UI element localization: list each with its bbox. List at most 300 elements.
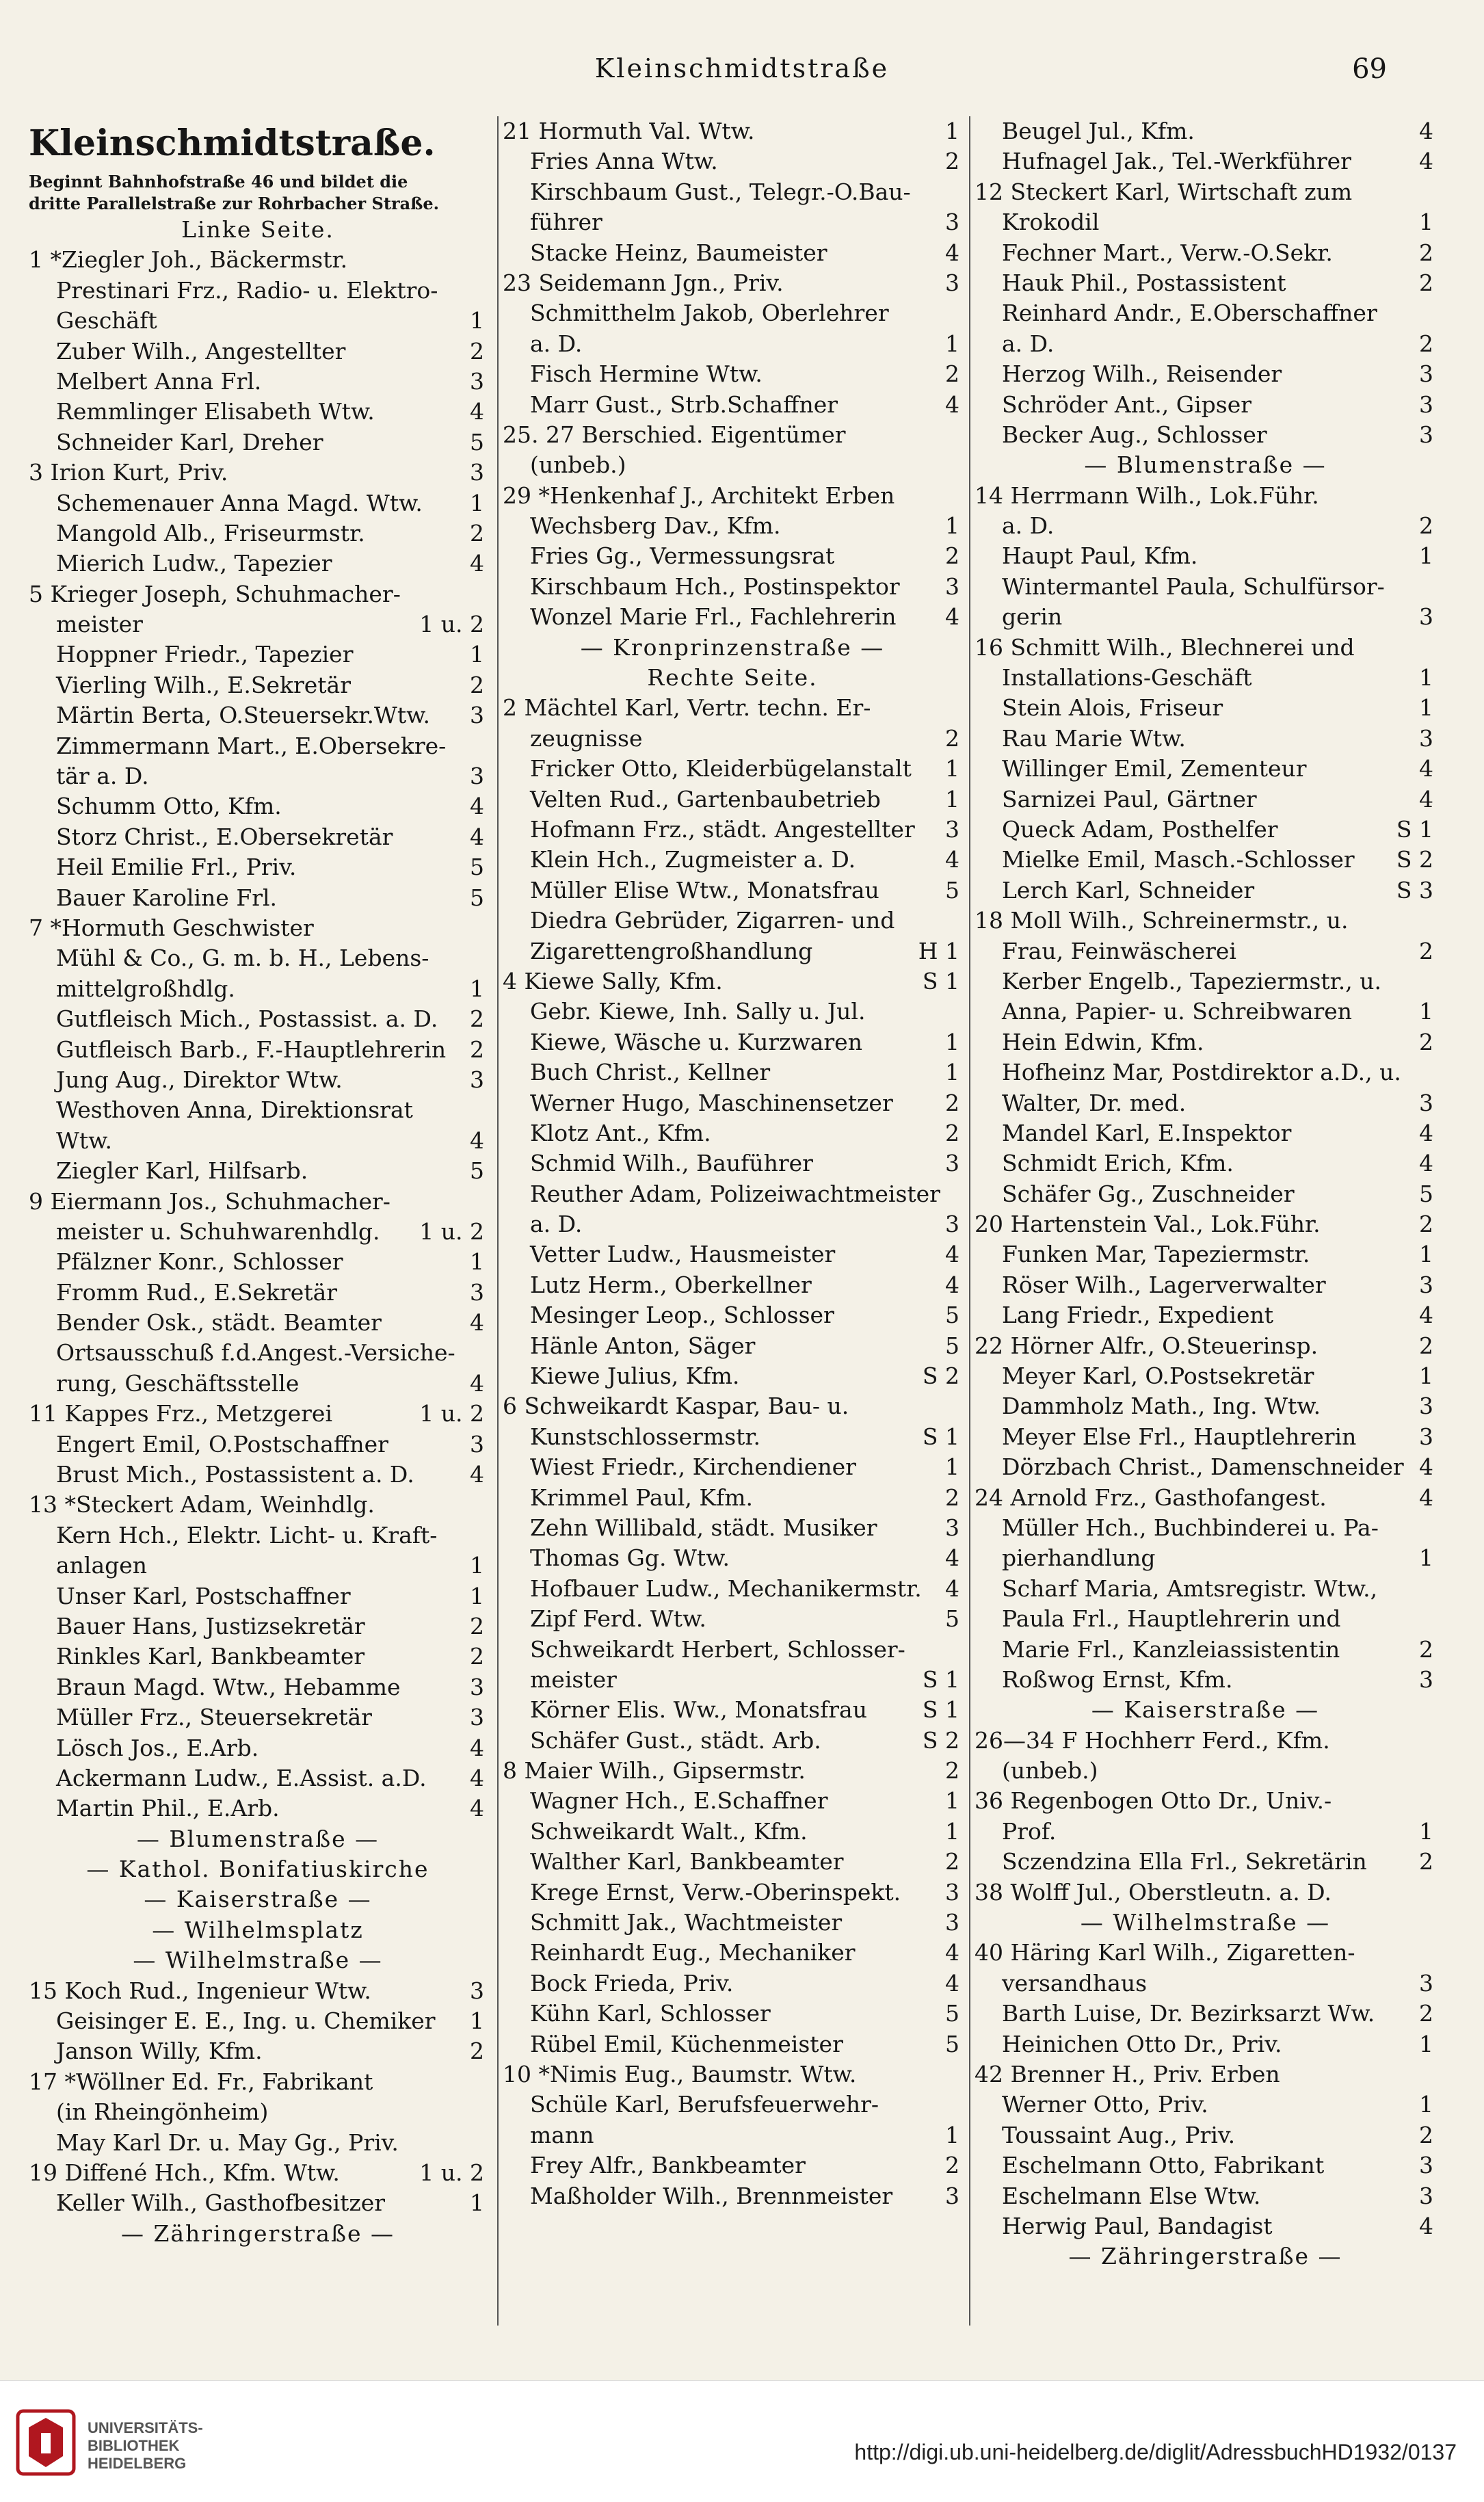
entry-text: Buch Christ., Kellner — [530, 1059, 771, 1086]
entry-line — [975, 390, 1436, 420]
entry-line — [29, 1095, 487, 1125]
entry-line — [29, 215, 487, 245]
entry-text: 17 *Wöllner Ed. Fr., Fabrikant — [29, 2068, 373, 2095]
floor-number: 1 — [945, 1453, 959, 1481]
entry-line — [503, 875, 962, 906]
entry-text: Krokodil — [1002, 209, 1100, 236]
floor-number: 2 — [470, 671, 484, 698]
entry-line — [503, 1695, 962, 1725]
entry-text: Marie Frl., Kanzleiassistentin — [1002, 1635, 1340, 1663]
entry-line — [29, 1915, 487, 1945]
entry-line — [503, 1604, 962, 1634]
entry-text: Wiest Friedr., Kirchendiener — [530, 1453, 856, 1481]
entry-text: Sarnizei Paul, Gärtner — [1002, 785, 1257, 813]
entry-text: Janson Willy, Kfm. — [56, 2038, 263, 2065]
floor-number: 5 — [945, 876, 959, 904]
entry-text: Wagner Hch., E.Schaffner — [530, 1787, 828, 1815]
entry-text: Vierling Wilh., E.Sekretär — [56, 671, 351, 698]
column-2 — [497, 116, 962, 2326]
entry-line — [975, 1331, 1436, 1361]
entry-line — [975, 1574, 1436, 1604]
entry-text: tär a. D. — [56, 763, 149, 790]
column-1 — [29, 116, 487, 2326]
floor-number: 3 — [1419, 1393, 1433, 1420]
entry-line — [975, 663, 1436, 693]
floor-number: 1 — [1419, 209, 1433, 236]
entry-line — [29, 2097, 487, 2127]
entry-text: Mielke Emil, Masch.-Schlosser — [1002, 846, 1355, 873]
entry-line — [29, 337, 487, 367]
entry-text: Klotz Ant., Kfm. — [530, 1119, 711, 1146]
floor-number: 1 — [1419, 2030, 1433, 2057]
floor-number: 3 — [470, 1066, 484, 1093]
entry-line — [975, 450, 1436, 480]
entry-text: Krimmel Paul, Kfm. — [530, 1484, 753, 1511]
entry-line — [29, 171, 487, 193]
entry-line — [29, 791, 487, 821]
entry-text: Ortsausschuß f.d.Angest.-Versiche- — [56, 1339, 455, 1367]
entry-line — [29, 193, 487, 215]
entry-line — [975, 116, 1436, 146]
floor-number: 3 — [470, 367, 484, 395]
entry-text: Martin Phil., E.Arb. — [56, 1795, 280, 1822]
floor-number: 3 — [945, 1514, 959, 1541]
floor-number: 3 — [470, 1704, 484, 1731]
entry-text: Rinkles Karl, Bankbeamter — [56, 1643, 365, 1670]
entry-text: gerin — [1002, 603, 1063, 631]
entry-line — [29, 1824, 487, 1854]
entry-text: Gebr. Kiewe, Inh. Sally u. Jul. — [530, 998, 866, 1025]
floor-number: 3 — [470, 702, 484, 729]
entry-text: Hein Edwin, Kfm. — [1002, 1028, 1204, 1055]
floor-number: 1 — [945, 1817, 959, 1845]
entry-line — [975, 329, 1436, 359]
floor-number: 4 — [1419, 118, 1433, 144]
entry-text: 12 Steckert Karl, Wirtschaft zum — [975, 178, 1353, 205]
entry-text: Westhoven Anna, Direktionsrat — [56, 1096, 413, 1124]
floor-number: 4 — [945, 1939, 959, 1966]
entry-text: Meyer Karl, O.Postsekretär — [1002, 1362, 1314, 1390]
entry-text: 15 Koch Rud., Ingenieur Wtw. — [29, 1977, 371, 2004]
floor-number: 3 — [1419, 1089, 1433, 1116]
floor-number: 2 — [1419, 1848, 1433, 1875]
entry-text: — Kronprinzenstraße — — [580, 633, 885, 661]
entry-text: Eschelmann Else Wtw. — [1002, 2182, 1261, 2209]
entry-line — [503, 1452, 962, 1482]
entry-text: Wonzel Marie Frl., Fachlehrerin — [530, 603, 897, 631]
entry-line — [503, 693, 962, 723]
entry-text: Kern Hch., Elektr. Licht- u. Kraft- — [56, 1521, 438, 1549]
entry-text: Mangold Alb., Friseurmstr. — [56, 519, 365, 547]
floor-number: 1 — [1419, 998, 1433, 1025]
entry-line — [975, 1088, 1436, 1118]
entry-line — [975, 1878, 1436, 1908]
entry-line — [503, 450, 962, 480]
entry-text: Stein Alois, Friseur — [1002, 694, 1223, 722]
entry-text: 6 Schweikardt Kaspar, Bau- u. — [503, 1393, 849, 1420]
floor-number: 5 — [945, 1605, 959, 1633]
entry-text: zeugnisse — [530, 724, 643, 752]
entry-line — [975, 2059, 1436, 2090]
entry-text: Paula Frl., Hauptlehrerin und — [1002, 1605, 1341, 1633]
entry-line — [503, 936, 962, 966]
entry-text: Müller Elise Wtw., Monatsfrau — [530, 876, 879, 904]
floor-number: 3 — [945, 269, 959, 296]
entry-line — [29, 2158, 487, 2188]
floor-number: S 2 — [922, 1726, 959, 1754]
floor-number: 2 — [945, 1484, 959, 1511]
entry-line — [503, 845, 962, 875]
entry-line — [975, 2241, 1436, 2271]
entry-text: Schröder Ant., Gipser — [1002, 391, 1251, 418]
entry-line — [29, 1247, 487, 1277]
entry-text: Kühn Karl, Schlosser — [530, 2000, 771, 2027]
entry-text: — Wilhelmstraße — — [1080, 1909, 1331, 1936]
entry-text: 7 *Hormuth Geschwister — [29, 914, 314, 941]
floor-number: 2 — [945, 2152, 959, 2179]
entry-line — [975, 298, 1436, 328]
source-link[interactable]: http://digi.ub.uni-heidelberg.de/diglit/AdressbuchHD1932/0137 — [854, 2440, 1457, 2464]
entry-line — [503, 997, 962, 1027]
floor-number: 2 — [1419, 2121, 1433, 2148]
floor-number: 1 — [470, 2007, 484, 2035]
entry-text: 1 *Ziegler Joh., Bäckermstr. — [29, 246, 348, 274]
floor-number: 4 — [470, 1764, 484, 1791]
floor-number: 3 — [1419, 2182, 1433, 2209]
entry-line — [975, 1756, 1436, 1786]
entry-text: Bender Osk., städt. Beamter — [56, 1309, 382, 1336]
entry-text: 8 Maier Wilh., Gipsermstr. — [503, 1757, 806, 1785]
entry-line — [503, 815, 962, 845]
entry-line — [503, 238, 962, 268]
entry-line — [29, 731, 487, 761]
floor-number: 1 — [470, 1582, 484, 1609]
entry-line — [29, 974, 487, 1004]
entry-text: 5 Krieger Joseph, Schuhmacher- — [29, 580, 401, 607]
entry-text: Kirschbaum Gust., Telegr.-O.Bau- — [530, 178, 911, 205]
entry-text: 13 *Steckert Adam, Weinhdlg. — [29, 1491, 375, 1518]
entry-text: Prestinari Frz., Radio- u. Elektro- — [56, 276, 438, 304]
entry-line — [503, 633, 962, 663]
entry-line — [503, 2029, 962, 2059]
floor-number: 1 — [945, 1028, 959, 1055]
entry-line — [503, 1786, 962, 1816]
entry-text: a. D. — [530, 330, 583, 357]
entry-text: Willinger Emil, Zementeur — [1002, 755, 1307, 782]
floor-number: 2 — [1419, 2000, 1433, 2027]
floor-number: 4 — [470, 398, 484, 425]
floor-number: 5 — [945, 2000, 959, 2027]
entry-line — [975, 2211, 1436, 2241]
entry-line — [975, 815, 1436, 845]
floor-number: 1 u. 2 — [419, 1400, 484, 1427]
entry-line — [975, 1543, 1436, 1573]
entry-line — [29, 1672, 487, 1702]
entry-text: Hofmann Frz., städt. Angestellter — [530, 815, 915, 843]
floor-number: 3 — [1419, 421, 1433, 448]
entry-text: Dörzbach Christ., Damenschneider — [1002, 1453, 1404, 1481]
entry-text: Zigarettengroßhandlung — [530, 937, 813, 964]
floor-number: 5 — [470, 428, 484, 456]
entry-text: Bock Frieda, Priv. — [530, 1969, 734, 1997]
floor-number: 1 — [470, 1552, 484, 1579]
floor-number: 4 — [1419, 148, 1433, 175]
entry-line — [975, 966, 1436, 997]
entry-text: Prof. — [1002, 1817, 1057, 1845]
entry-line — [29, 883, 487, 913]
entry-line — [503, 1270, 962, 1300]
entry-text: Toussaint Aug., Priv. — [1002, 2121, 1236, 2148]
entry-text: (unbeb.) — [530, 451, 626, 479]
entry-text: Unser Karl, Postschaffner — [56, 1582, 351, 1609]
floor-number: 4 — [945, 1241, 959, 1268]
entry-text: 26—34 F Hochherr Ferd., Kfm. — [975, 1726, 1330, 1754]
page-number: 69 — [1352, 53, 1387, 85]
entry-text: Lang Friedr., Expedient — [1002, 1302, 1274, 1329]
entry-text: — Wilhelmstraße — — [133, 1947, 383, 1974]
floor-number: 4 — [470, 793, 484, 820]
entry-text: 36 Regenbogen Otto Dr., Univ.- — [975, 1787, 1332, 1815]
entry-text: Rechte Seite. — [647, 664, 818, 692]
floor-number: 4 — [945, 1575, 959, 1602]
entry-text: meister u. Schuhwarenhdlg. — [56, 1217, 380, 1245]
entry-line — [29, 1733, 487, 1763]
entry-line — [29, 1369, 487, 1399]
entry-line — [29, 116, 487, 171]
floor-number: 2 — [1419, 330, 1433, 357]
entry-line — [975, 2181, 1436, 2211]
entry-text: Frey Alfr., Bankbeamter — [530, 2152, 806, 2179]
entry-line — [503, 2120, 962, 2150]
entry-text: Geschäft — [56, 307, 157, 334]
entry-text: 4 Kiewe Sally, Kfm. — [503, 967, 723, 995]
floor-number: 3 — [470, 1977, 484, 2004]
floor-number: 1 — [1419, 542, 1433, 570]
entry-line — [29, 1611, 487, 1642]
entry-line — [975, 2029, 1436, 2059]
entry-line — [29, 700, 487, 730]
floor-number: 1 u. 2 — [419, 611, 484, 638]
floor-number: 3 — [470, 1430, 484, 1458]
entry-line — [503, 1574, 962, 1604]
floor-number: 5 — [470, 884, 484, 911]
floor-number: 3 — [945, 1909, 959, 1936]
entry-text: — Blumenstraße — — [136, 1825, 380, 1852]
entry-text: 23 Seidemann Jgn., Priv. — [503, 269, 784, 296]
entry-text: (unbeb.) — [1002, 1757, 1098, 1785]
entry-text: a. D. — [1002, 512, 1055, 540]
entry-line — [975, 1908, 1436, 1938]
entry-text: 21 Hormuth Val. Wtw. — [503, 118, 755, 144]
entry-text: — Kathol. Bonifatiuskirche — [86, 1856, 429, 1883]
entry-line — [975, 1270, 1436, 1300]
floor-number: 4 — [945, 239, 959, 266]
entry-text: Röser Wilh., Lagerverwalter — [1002, 1271, 1326, 1298]
entry-line — [503, 1300, 962, 1330]
floor-number: S 2 — [1396, 846, 1433, 873]
entry-text: Roßwog Ernst, Kfm. — [1002, 1665, 1233, 1693]
entry-text: 25. 27 Berschied. Eigentümer — [503, 421, 846, 448]
floor-number: H 1 — [918, 937, 959, 964]
floor-number: 1 — [1419, 1362, 1433, 1390]
entry-text: Brust Mich., Postassistent a. D. — [56, 1461, 414, 1488]
floor-number: 2 — [945, 360, 959, 388]
floor-number: 4 — [1419, 755, 1433, 782]
floor-number: 3 — [1419, 391, 1433, 418]
entry-line — [975, 1817, 1436, 1847]
entry-line — [29, 1854, 487, 1884]
entry-text: Kleinschmidtstraße. — [29, 122, 436, 164]
entry-line — [975, 1057, 1436, 1088]
entry-line — [975, 1938, 1436, 1968]
entry-line — [503, 1483, 962, 1513]
entry-text: Kunstschlossermstr. — [530, 1423, 761, 1450]
entry-line — [29, 1793, 487, 1823]
floor-number: 4 — [470, 1461, 484, 1488]
entry-line — [29, 427, 487, 458]
floor-number: 4 — [470, 1734, 484, 1761]
library-name: UNIVERSITÄTS- BIBLIOTHEK HEIDELBERG — [88, 2419, 203, 2472]
entry-line — [29, 943, 487, 973]
entry-line — [29, 852, 487, 882]
entry-text: Rübel Emil, Küchenmeister — [530, 2030, 843, 2057]
entry-line — [975, 1148, 1436, 1178]
entry-text: Dammholz Math., Ing. Wtw. — [1002, 1393, 1321, 1420]
entry-text: Hoppner Friedr., Tapezier — [56, 641, 354, 668]
entry-text: Kiewe, Wäsche u. Kurzwaren — [530, 1028, 862, 1055]
entry-text: mittelgroßhdlg. — [56, 975, 235, 1002]
entry-line — [975, 268, 1436, 298]
entry-text: 38 Wolff Jul., Oberstleutn. a. D. — [975, 1878, 1331, 1906]
floor-number: 1 — [470, 641, 484, 668]
entry-line — [503, 1665, 962, 1695]
entry-line — [29, 1004, 487, 1034]
entry-text: Krege Ernst, Verw.-Oberinspekt. — [530, 1878, 901, 1906]
floor-number: 2 — [945, 542, 959, 570]
entry-line — [975, 1118, 1436, 1148]
entry-line — [29, 640, 487, 670]
floor-number: 3 — [945, 815, 959, 843]
entry-line — [975, 1422, 1436, 1452]
floor-number: 3 — [470, 1673, 484, 1700]
entry-text: Zuber Wilh., Angestellter — [56, 337, 346, 365]
running-head: Kleinschmidtstraße — [594, 53, 890, 83]
column-3 — [969, 116, 1436, 2326]
entry-text: a. D. — [1002, 330, 1055, 357]
entry-line — [975, 724, 1436, 754]
floor-number: 4 — [1419, 1302, 1433, 1329]
floor-number: 4 — [945, 603, 959, 631]
entry-text: Mandel Karl, E.Inspektor — [1002, 1119, 1292, 1146]
floor-number: S 1 — [922, 967, 959, 995]
entry-text: 18 Moll Wilh., Schreinermstr., u. — [975, 907, 1349, 934]
entry-line — [29, 1126, 487, 1156]
floor-number: 4 — [945, 1969, 959, 1997]
entry-line — [503, 1847, 962, 1877]
entry-line — [503, 1118, 962, 1148]
floor-number: 1 — [945, 785, 959, 813]
entry-line — [975, 420, 1436, 450]
entry-text: Hofheinz Mar, Postdirektor a.D., u. — [1002, 1059, 1401, 1086]
floor-number: 2 — [470, 2038, 484, 2065]
entry-line — [503, 1239, 962, 1269]
entry-text: Gutfleisch Barb., F.-Hauptlehrerin — [56, 1036, 447, 1063]
entry-text: Maßholder Wilh., Brennmeister — [530, 2182, 893, 2209]
entry-text: 11 Kappes Frz., Metzgerei — [29, 1400, 333, 1427]
entry-line — [975, 693, 1436, 723]
entry-line — [503, 359, 962, 389]
entry-line — [503, 420, 962, 450]
entry-text: Körner Elis. Ww., Monatsfrau — [530, 1696, 867, 1724]
entry-line — [29, 1490, 487, 1520]
entry-line — [503, 1391, 962, 1421]
floor-number: 3 — [945, 1150, 959, 1177]
floor-number: 2 — [470, 1005, 484, 1033]
entry-line — [503, 1331, 962, 1361]
entry-text: Walther Karl, Bankbeamter — [530, 1848, 844, 1875]
entry-line — [29, 822, 487, 852]
entry-line — [503, 511, 962, 541]
entry-text: Zipf Ferd. Wtw. — [530, 1605, 706, 1633]
entry-text: Braun Magd. Wtw., Hebamme — [56, 1673, 401, 1700]
entry-line — [29, 1460, 487, 1490]
entry-line — [503, 116, 962, 146]
entry-line — [503, 298, 962, 328]
entry-line — [503, 572, 962, 602]
entry-line — [975, 1209, 1436, 1239]
floor-number: 3 — [945, 209, 959, 236]
floor-number: 1 — [470, 307, 484, 334]
entry-line — [975, 1452, 1436, 1482]
entry-text: Herzog Wilh., Reisender — [1002, 360, 1282, 388]
entry-line — [975, 997, 1436, 1027]
entry-text: 22 Hörner Alfr., O.Steuerinsp. — [975, 1332, 1319, 1359]
entry-line — [975, 238, 1436, 268]
floor-number: 3 — [945, 1878, 959, 1906]
entry-line — [29, 1308, 487, 1338]
entry-text: Mierich Ludw., Tapezier — [56, 550, 332, 577]
floor-number: 2 — [470, 1036, 484, 1063]
entry-text: Eschelmann Otto, Fabrikant — [1002, 2152, 1325, 2179]
entry-line — [975, 785, 1436, 815]
floor-number: 1 — [470, 489, 484, 516]
entry-line — [503, 1817, 962, 1847]
floor-number: 4 — [1419, 1453, 1433, 1481]
floor-number: 2 — [945, 1119, 959, 1146]
entry-text: Gutfleisch Mich., Postassist. a. D. — [56, 1005, 438, 1033]
entry-line — [29, 1884, 487, 1914]
floor-number: S 3 — [1396, 876, 1433, 904]
entry-text: Storz Christ., E.Obersekretär — [56, 823, 393, 850]
floor-number: 1 — [1419, 1241, 1433, 1268]
entry-line — [975, 1483, 1436, 1513]
entry-line — [975, 1513, 1436, 1543]
entry-text: Lerch Karl, Schneider — [1002, 876, 1255, 904]
entry-line — [29, 367, 487, 397]
entry-line — [503, 329, 962, 359]
entry-text: Schäfer Gg., Zuschneider — [1002, 1180, 1295, 1207]
entry-line — [975, 207, 1436, 237]
entry-line — [975, 2120, 1436, 2150]
entry-line — [503, 177, 962, 207]
entry-text: Mesinger Leop., Schlosser — [530, 1302, 834, 1329]
entry-text: 9 Eiermann Jos., Schuhmacher- — [29, 1187, 390, 1215]
floor-number: S 1 — [922, 1423, 959, 1450]
entry-line — [503, 390, 962, 420]
floor-number: S 1 — [1396, 815, 1433, 843]
floor-number: 1 — [945, 1787, 959, 1815]
entry-text: 2 Mächtel Karl, Vertr. techn. Er- — [503, 694, 871, 722]
